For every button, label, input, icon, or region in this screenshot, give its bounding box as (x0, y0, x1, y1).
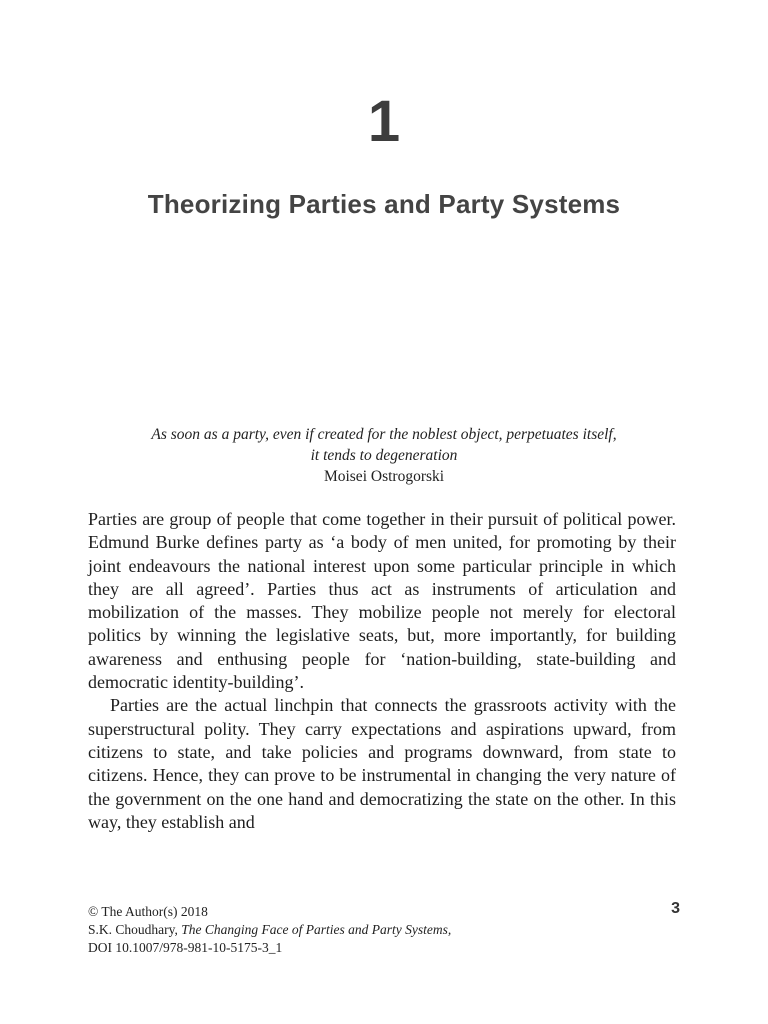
page-number: 3 (671, 900, 680, 917)
chapter-number: 1 (367, 89, 401, 154)
citation-book-title: The Changing Face of Parties and Party Systems, (181, 922, 452, 937)
epigraph (88, 424, 680, 487)
doi-line: DOI 10.1007/978-981-10-5175-3_1 (88, 940, 283, 955)
citation-footer (88, 903, 451, 957)
chapter-title: Theorizing Parties and Party Systems (147, 189, 621, 219)
body-paragraph-2: Parties are the actual linchpin that connects the grassroots activity with the superstructural polity. They carry expectations and aspirations upward, from citizens to state, and take policies and programs downward, from state to citizens. Hence, they can prove to be instrumental in changing the very nature of the government on the one hand and democratizing the state on the other. In this way, they establish and (88, 695, 676, 832)
citation-line (88, 921, 451, 939)
epigraph-quote-line-2: it tends to degeneration (310, 447, 458, 464)
citation-author: S.K. Choudhary, (88, 922, 182, 937)
body-text (88, 508, 676, 834)
copyright-line: © The Author(s) 2018 (88, 904, 208, 919)
epigraph-author: Moisei Ostrogorski (323, 468, 445, 485)
epigraph-quote-line-1: As soon as a party, even if created for the noblest object, perpetuates itself, (151, 426, 617, 443)
body-paragraph-1: Parties are group of people that come together in their pursuit of political power. Edmund Burke defines party as ‘a body of men united, for promoting by their joint endeavours the national interest upon some particular principle in which they are all agreed’. Parties thus act as instruments of articulation and mobilization of the masses. They mobilize people not merely for electoral politics by winning the legislative seats, but, more importantly, for building awareness and enthusing people for ‘nation-building, state-building and democratic identity-building’. (88, 509, 676, 693)
